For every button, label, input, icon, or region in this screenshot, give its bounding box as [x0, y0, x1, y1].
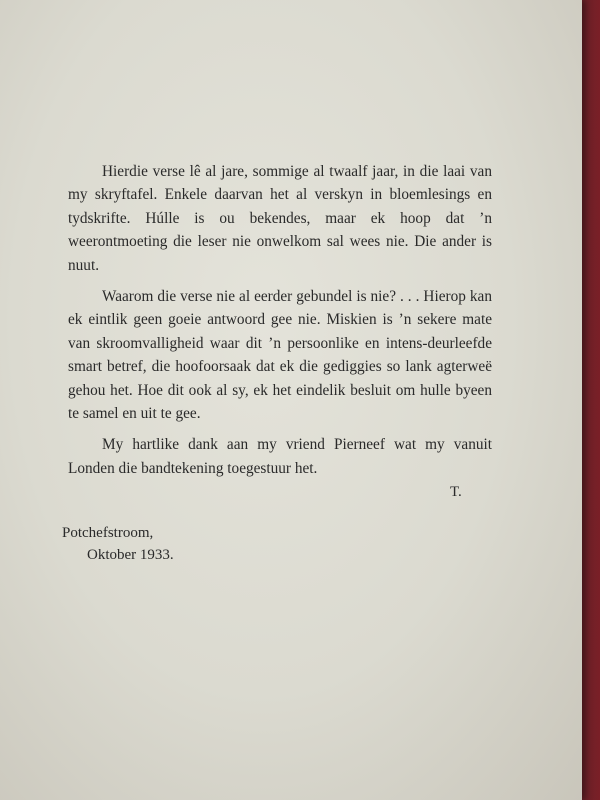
paragraph-3: My hartlike dank aan my vriend Pierneef wat my vanuit Londen die bandtekening toegestuur het.: [68, 436, 492, 477]
date-line: Oktober 1933.: [87, 547, 174, 563]
place-line: Potchefstroom,: [62, 525, 154, 541]
paragraph-2: Waarom die verse nie al eerder gebundel is nie? . . . Hierop kan ek eintlik geen goeie antwoord gee nie. Miskien is ’n sekere mate van skroomvalligheid waar dit ’n persoonlike en intens-deurleefde smart betref, die hoofoorsaak dat ek die gediggies so lank agterweë gehou het. Hoe dit ook al sy, ek het eindelik besluit om hulle byeen te samel en uit te gee.: [68, 288, 492, 423]
foreword-text: [68, 160, 492, 488]
author-initial: T.: [450, 484, 462, 500]
paragraph-1: Hierdie verse lê al jare, sommige al twaalf jaar, in die laai van my skryftafel. Enkele daarvan het al verskyn in bloemlesings en tydskrifte. Húlle is ou bekendes, maar ek hoop dat ’n weerontmoeting die leser nie onwelkom sal wees nie. Die ander is nuut.: [68, 163, 492, 274]
